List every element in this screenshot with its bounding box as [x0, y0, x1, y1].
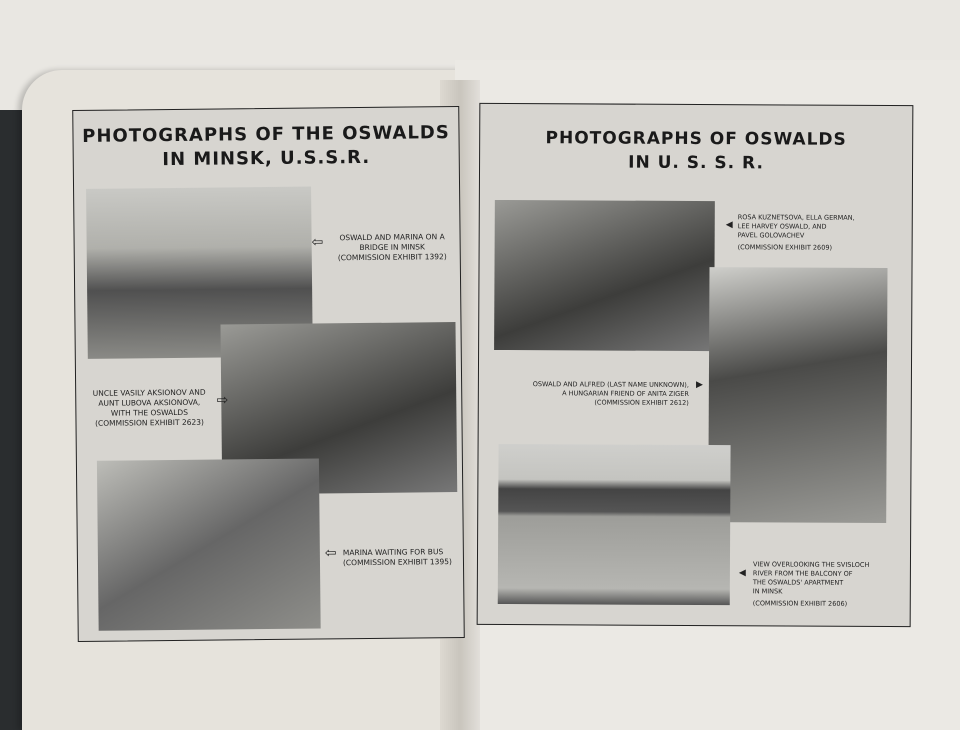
title-line: PHOTOGRAPHS OF THE OSWALDS	[82, 122, 450, 147]
photo-oswald-alfred	[708, 267, 887, 523]
caption-line: (COMMISSION EXHIBIT 2606)	[752, 599, 848, 608]
caption-line: IN MINSK	[752, 587, 783, 596]
caption-line: (COMMISSION EXHIBIT 1392)	[337, 252, 447, 263]
caption-1	[311, 232, 455, 263]
photo-group-four	[494, 200, 715, 351]
caption-line: A HUNGARIAN FRIEND OF ANITA ZIGER	[562, 389, 689, 398]
caption-line: LEE HARVEY OSWALD, AND	[737, 222, 827, 231]
photo-svisloch-river	[498, 444, 731, 605]
caption-line: (COMMISSION EXHIBIT 1395)	[342, 557, 452, 568]
caption-line: MARINA WAITING FOR BUS	[342, 547, 444, 558]
caption-line: ROSA KUZNETSOVA, ELLA GERMAN,	[737, 213, 855, 222]
caption-line: BRIDGE IN MINSK	[359, 242, 425, 253]
left-page-title	[73, 121, 458, 173]
caption-4	[725, 213, 908, 253]
arrow-right-icon: ▶	[695, 380, 703, 391]
arrow-left-icon: ◀	[725, 220, 733, 231]
photo-marina-bus	[97, 458, 321, 630]
caption-5	[519, 380, 703, 408]
caption-line: AUNT LUBOVA AKSIONOVA,	[98, 397, 201, 408]
caption-line: OSWALD AND ALFRED (LAST NAME UNKNOWN),	[532, 380, 689, 389]
right-page-title	[480, 126, 912, 176]
caption-line: (COMMISSION EXHIBIT 2612)	[594, 398, 689, 407]
right-page-frame	[477, 103, 914, 627]
caption-2	[84, 387, 229, 429]
caption-line: (COMMISSION EXHIBIT 2623)	[94, 417, 205, 428]
title-line: IN U. S. S. R.	[628, 152, 764, 174]
arrow-right-icon: ⇨	[216, 392, 229, 409]
caption-3	[324, 545, 463, 568]
caption-line: WITH THE OSWALDS	[110, 407, 188, 418]
caption-line: OSWALD AND MARINA ON A	[339, 232, 445, 243]
arrow-left-icon: ⇦	[311, 234, 324, 251]
caption-line: (COMMISSION EXHIBIT 2609)	[737, 243, 833, 252]
arrow-left-icon: ⇦	[324, 545, 337, 562]
caption-line: THE OSWALDS' APARTMENT	[752, 578, 844, 587]
title-line: IN MINSK, U.S.S.R.	[162, 146, 371, 171]
arrow-left-icon: ◀	[738, 568, 746, 579]
caption-6	[738, 560, 903, 609]
left-page-frame	[72, 106, 465, 642]
caption-line: PAVEL GOLOVACHEV	[737, 231, 805, 240]
caption-line: UNCLE VASILY AKSIONOV AND	[92, 387, 206, 398]
title-line: PHOTOGRAPHS OF OSWALDS	[545, 128, 847, 150]
caption-line: VIEW OVERLOOKING THE SVISLOCH	[752, 560, 870, 569]
caption-line: RIVER FROM THE BALCONY OF	[752, 569, 853, 578]
